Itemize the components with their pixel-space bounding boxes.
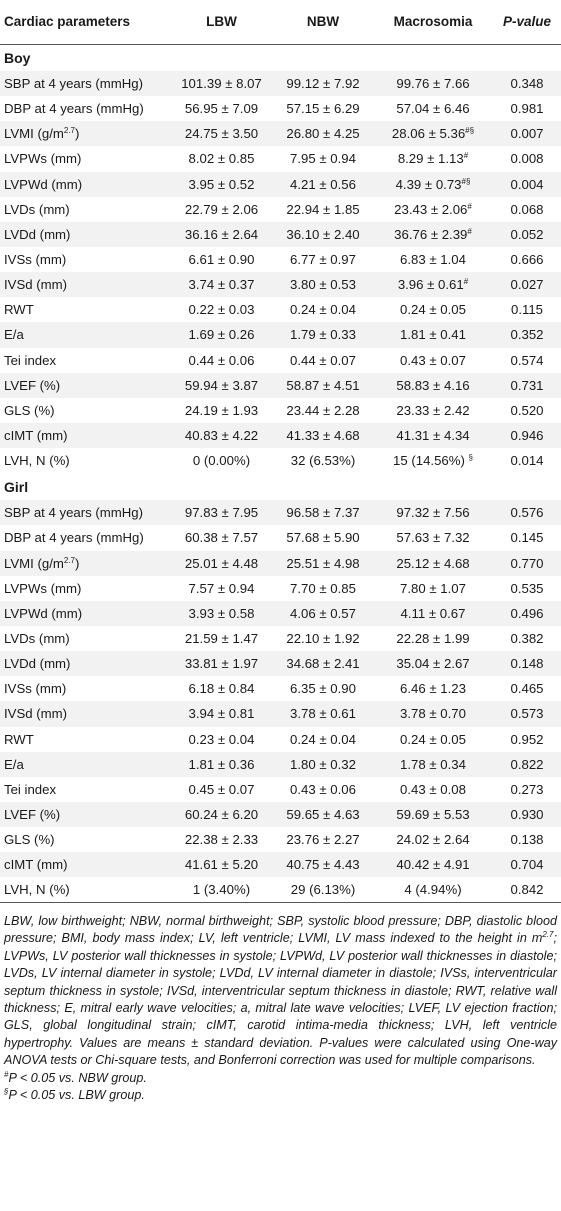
lbw-value: 25.01 ± 4.48: [184, 555, 259, 571]
nbw-value: 29 (6.13%): [290, 882, 356, 898]
table-row: [0, 701, 561, 726]
table-row: [0, 551, 561, 576]
macrosomia-value: 28.06 ± 5.36#§: [391, 126, 475, 142]
lbw-value: 36.16 ± 2.64: [184, 226, 259, 242]
p-value: 0.148: [510, 656, 544, 672]
nbw-value: 0.43 ± 0.06: [290, 781, 356, 797]
abbreviations-note: LBW, low birthweight; NBW, normal birthweight; SBP, systolic blood pressure; DBP, diastolic blood pressure; BMI, body mass index; LV, left ventricle; LVMI, LV mass indexed to the height in $m^{2.7}$; LVPWs, LV posterior wall thicknesses in systole; LVPWd, LV posterior wall thicknesses in diastole; LVDs, LV internal diameter in systole; LVDd, LV internal diameter in diastole; IVSs, interventricular septum thickness in systole; IVSd, interventricular septum thickness in diastole; RWT, relative wall thickness; E, mitral early wave velocities; a, mitral late wave velocities; LVEF, LV ejection fraction; GLS, global longitudinal strain; cIMT, carotid intima-media thickness; LVH, left ventricle hypertrophy. Values are means ± standard deviation. P-values were calculated using One-way ANOVA tests or Chi-square tests, and Bonferroni correction was used for multiple comparisons.: [4, 914, 557, 1068]
p-value: 0.946: [510, 428, 544, 444]
macrosomia-value: 1.78 ± 0.34: [400, 756, 466, 772]
nbw-value: 3.78 ± 0.61: [290, 706, 356, 722]
macrosomia-value: 15 (14.56%) §: [393, 453, 473, 469]
lbw-value: 6.18 ± 0.84: [188, 681, 255, 697]
macrosomia-value: 0.24 ± 0.05: [400, 731, 466, 747]
table-row: [0, 601, 561, 626]
macrosomia-value: 1.81 ± 0.41: [400, 327, 466, 343]
lbw-value: 3.94 ± 0.81: [188, 706, 255, 722]
nbw-value: 0.24 ± 0.04: [290, 731, 356, 747]
nbw-value: 7.95 ± 0.94: [290, 151, 356, 167]
p-value: 0.731: [510, 377, 544, 393]
macrosomia-value: 6.46 ± 1.23: [400, 681, 466, 697]
parameter-label: LVMI $(g/m^{2.7})$: [4, 555, 80, 571]
parameter-label: LVPWd (mm): [4, 605, 83, 621]
p-value: 0.842: [510, 882, 544, 898]
nbw-value: 3.80 ± 0.53: [290, 277, 356, 293]
nbw-value: 0.44 ± 0.07: [290, 352, 356, 368]
macrosomia-value: 3.96 ± 0.61#: [397, 277, 469, 293]
lbw-value: 22.38 ± 2.33: [184, 832, 259, 848]
nbw-value: 26.80 ± 4.25: [286, 126, 360, 142]
parameter-label: LVPWd (mm): [4, 176, 83, 192]
lbw-value: 33.81 ± 1.97: [184, 656, 259, 672]
p-value: 0.027: [510, 277, 544, 293]
p-value: 0.115: [510, 302, 544, 318]
lbw-value: 1 (3.40%): [192, 882, 251, 898]
p-value: 0.014: [510, 453, 544, 469]
table-row: [0, 373, 561, 398]
parameter-label: LVDd (mm): [4, 656, 71, 672]
macrosomia-value: 35.04 ± 2.67: [396, 656, 470, 672]
macrosomia-value: 58.83 ± 4.16: [396, 377, 470, 393]
macrosomia-value: 3.78 ± 0.70: [400, 706, 466, 722]
footnote-lbw: §P < 0.05 vs. LBW group.: [4, 1087, 145, 1103]
table-footnote: [0, 903, 561, 1104]
section-title: Girl: [4, 478, 29, 495]
header-macrosomia: Macrosomia: [393, 14, 473, 30]
parameter-label: LVDd (mm): [4, 226, 71, 242]
nbw-value: 4.21 ± 0.56: [290, 176, 356, 192]
table-row: [0, 877, 561, 902]
macrosomia-value: 8.29 ± 1.13#: [397, 151, 469, 167]
nbw-value: 6.35 ± 0.90: [290, 681, 356, 697]
lbw-value: 21.59 ± 1.47: [184, 631, 259, 647]
footnote-nbw: #P < 0.05 vs. NBW group.: [4, 1069, 147, 1085]
lbw-value: 60.24 ± 6.20: [184, 807, 259, 822]
macrosomia-value: 4.39 ± 0.73#§: [395, 176, 471, 192]
p-value: 0.352: [510, 327, 544, 343]
p-value: 0.382: [510, 631, 544, 647]
nbw-value: 6.77 ± 0.97: [290, 252, 356, 268]
nbw-value: 58.87 ± 4.51: [286, 377, 360, 393]
table-row: [0, 71, 561, 96]
table-row: [0, 272, 561, 297]
p-value: 0.348: [510, 76, 544, 92]
table-row: [0, 626, 561, 651]
macrosomia-value: 7.80 ± 1.07: [400, 580, 466, 596]
p-value: 0.052: [510, 226, 544, 242]
macrosomia-value: 0.43 ± 0.07: [400, 352, 466, 368]
table-row: [0, 172, 561, 197]
parameter-label: E/a: [4, 756, 24, 772]
p-value: 0.520: [510, 402, 544, 418]
header-row: [0, 0, 561, 44]
nbw-value: 4.06 ± 0.57: [290, 605, 356, 621]
lbw-value: 3.74 ± 0.37: [188, 277, 255, 293]
header-cardiac-parameters: Cardiac parameters: [4, 14, 131, 30]
header-nbw: NBW: [306, 14, 340, 30]
nbw-value: 96.58 ± 7.37: [286, 505, 360, 521]
macrosomia-value: 6.83 ± 1.04: [400, 252, 466, 268]
parameter-label: LVPWs (mm): [4, 151, 82, 167]
table-row: [0, 500, 561, 525]
parameter-label: LVDs (mm): [4, 631, 70, 647]
table-row: [0, 852, 561, 877]
parameter-label: SBP at 4 years (mmHg): [4, 505, 143, 521]
macrosomia-value: 0.43 ± 0.08: [400, 781, 466, 797]
macrosomia-value: 57.63 ± 7.32: [396, 530, 470, 546]
macrosomia-value: 24.02 ± 2.64: [396, 832, 470, 848]
nbw-value: 34.68 ± 2.41: [286, 656, 360, 672]
parameter-label: E/a: [4, 327, 24, 343]
lbw-value: 97.83 ± 7.95: [184, 505, 259, 521]
parameter-label: LVPWs (mm): [4, 580, 82, 596]
parameter-label: LVDs (mm): [4, 201, 70, 217]
nbw-value: 23.44 ± 2.28: [286, 402, 360, 418]
lbw-value: 0.22 ± 0.03: [188, 302, 255, 318]
table-row: [0, 777, 561, 802]
parameter-label: RWT: [4, 302, 34, 318]
p-value: 0.496: [510, 605, 544, 621]
macrosomia-value: 23.33 ± 2.42: [396, 402, 470, 418]
p-value: 0.576: [510, 505, 544, 521]
parameter-label: DBP at 4 years (mmHg): [4, 101, 144, 117]
p-value: 0.273: [510, 781, 544, 797]
parameter-label: IVSs (mm): [4, 681, 67, 697]
p-value: 0.535: [510, 580, 544, 596]
table-row: [0, 197, 561, 222]
parameter-label: LVMI $(g/m^{2.7})$: [4, 126, 80, 142]
p-value: 0.981: [510, 101, 544, 117]
table-row: [0, 96, 561, 121]
lbw-value: 0.44 ± 0.06: [188, 352, 255, 368]
lbw-value: 1.69 ± 0.26: [188, 327, 255, 343]
p-value: 0.573: [510, 706, 544, 722]
table-header: [0, 0, 561, 44]
lbw-value: 6.61 ± 0.90: [188, 252, 255, 268]
p-value: 0.770: [510, 555, 544, 571]
lbw-value: 101.39 ± 8.07: [181, 76, 262, 92]
table-row: [0, 827, 561, 852]
parameter-label: RWT: [4, 731, 34, 747]
macrosomia-value: 57.04 ± 6.46: [396, 101, 470, 117]
macrosomia-value: 97.32 ± 7.56: [396, 505, 470, 521]
lbw-value: 3.95 ± 0.52: [188, 176, 255, 192]
header-p-value: P-value: [502, 14, 552, 30]
nbw-value: 0.24 ± 0.04: [290, 302, 356, 318]
lbw-value: 22.79 ± 2.06: [184, 201, 259, 217]
lbw-value: 0 (0.00%): [192, 453, 251, 469]
table-row: [0, 247, 561, 272]
nbw-value: 1.80 ± 0.32: [290, 756, 356, 772]
parameter-label: cIMT (mm): [4, 428, 68, 444]
table-row: [0, 676, 561, 701]
nbw-value: 57.15 ± 6.29: [286, 101, 360, 117]
nbw-value: 22.10 ± 1.92: [286, 631, 360, 647]
lbw-value: 41.61 ± 5.20: [184, 857, 259, 873]
parameter-label: IVSs (mm): [4, 252, 67, 268]
macrosomia-value: 22.28 ± 1.99: [396, 631, 470, 647]
p-value: 0.007: [510, 126, 544, 142]
p-value: 0.138: [510, 832, 544, 848]
table-row: [0, 752, 561, 777]
nbw-value: 23.76 ± 2.27: [286, 832, 360, 848]
table-row: [0, 727, 561, 752]
macrosomia-value: 4.11 ± 0.67: [400, 605, 466, 621]
parameter-label: GLS (%): [4, 402, 55, 418]
section-row-boy: [0, 44, 561, 71]
parameter-label: DBP at 4 years (mmHg): [4, 530, 144, 546]
table-row: [0, 525, 561, 550]
table-row: [0, 651, 561, 676]
parameter-label: cIMT (mm): [4, 857, 68, 873]
header-lbw: LBW: [206, 14, 237, 30]
nbw-value: 57.68 ± 5.90: [286, 530, 360, 546]
section-title: Boy: [4, 49, 31, 66]
p-value: 0.008: [510, 151, 544, 167]
nbw-value: 7.70 ± 0.85: [290, 580, 356, 596]
section-row-girl: [0, 473, 561, 500]
lbw-value: 40.83 ± 4.22: [184, 428, 259, 444]
table-row: [0, 448, 561, 473]
macrosomia-value: 0.24 ± 0.05: [400, 302, 466, 318]
parameter-label: LVEF (%): [4, 807, 61, 822]
nbw-value: 32 (6.53%): [290, 453, 356, 469]
parameter-label: Tei index: [4, 352, 57, 368]
lbw-value: 60.38 ± 7.57: [184, 530, 259, 546]
parameter-label: SBP at 4 years (mmHg): [4, 76, 143, 92]
parameter-label: IVSd (mm): [4, 277, 68, 293]
p-value: 0.822: [510, 756, 544, 772]
table-row: [0, 322, 561, 347]
macrosomia-value: 41.31 ± 4.34: [396, 428, 470, 444]
macrosomia-value: 36.76 ± 2.39#: [394, 226, 472, 242]
nbw-value: 1.79 ± 0.33: [290, 327, 356, 343]
macrosomia-value: 23.43 ± 2.06#: [394, 201, 472, 217]
lbw-value: 56.95 ± 7.09: [184, 101, 259, 117]
table-row: [0, 348, 561, 373]
nbw-value: 25.51 ± 4.98: [286, 555, 360, 571]
parameter-label: LVEF (%): [4, 377, 61, 393]
lbw-value: 24.75 ± 3.50: [184, 126, 259, 142]
p-value: 0.952: [510, 731, 544, 747]
parameter-label: LVH, N (%): [4, 453, 70, 469]
p-value: 0.930: [510, 807, 544, 822]
parameter-label: Tei index: [4, 781, 57, 797]
p-value: 0.465: [510, 681, 544, 697]
table-row: [0, 423, 561, 448]
lbw-value: 0.45 ± 0.07: [188, 781, 255, 797]
macrosomia-value: 4 (4.94%): [404, 882, 462, 898]
p-value: 0.574: [510, 352, 544, 368]
nbw-value: 36.10 ± 2.40: [286, 226, 360, 242]
macrosomia-value: 59.69 ± 5.53: [396, 807, 470, 822]
macrosomia-value: 25.12 ± 4.68: [396, 555, 470, 571]
table-body: [0, 44, 561, 903]
lbw-value: 1.81 ± 0.36: [188, 756, 255, 772]
p-value: 0.145: [510, 530, 544, 546]
lbw-value: 59.94 ± 3.87: [184, 377, 259, 393]
parameter-label: IVSd (mm): [4, 706, 68, 722]
p-value: 0.704: [510, 857, 544, 873]
lbw-value: 24.19 ± 1.93: [184, 402, 259, 418]
table-row: [0, 802, 561, 827]
lbw-value: 0.23 ± 0.04: [188, 731, 255, 747]
parameter-label: LVH, N (%): [4, 882, 70, 898]
nbw-value: 59.65 ± 4.63: [286, 807, 360, 822]
nbw-value: 40.75 ± 4.43: [286, 857, 360, 873]
nbw-value: 22.94 ± 1.85: [286, 201, 360, 217]
p-value: 0.666: [510, 252, 544, 268]
lbw-value: 8.02 ± 0.85: [188, 151, 255, 167]
table-row: [0, 398, 561, 423]
table-row: [0, 222, 561, 247]
nbw-value: 41.33 ± 4.68: [286, 428, 360, 444]
parameter-label: GLS (%): [4, 832, 55, 848]
macrosomia-value: 99.76 ± 7.66: [396, 76, 470, 92]
table-row: [0, 121, 561, 146]
lbw-value: 7.57 ± 0.94: [188, 580, 255, 596]
table-row: [0, 297, 561, 322]
p-value: 0.068: [510, 201, 544, 217]
nbw-value: 99.12 ± 7.92: [286, 76, 360, 92]
table-row: [0, 146, 561, 171]
macrosomia-value: 40.42 ± 4.91: [396, 857, 470, 873]
lbw-value: 3.93 ± 0.58: [188, 605, 255, 621]
table-row: [0, 576, 561, 601]
p-value: 0.004: [510, 176, 544, 192]
